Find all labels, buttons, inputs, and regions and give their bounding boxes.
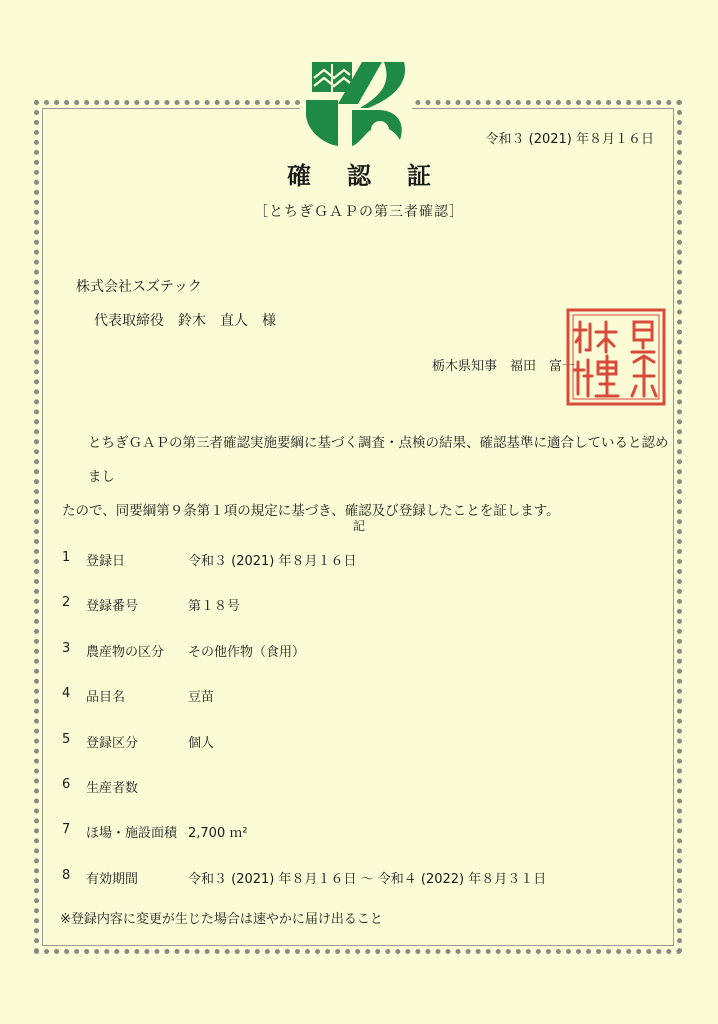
detail-value: 豆苗 (188, 690, 215, 706)
detail-row (62, 724, 662, 769)
detail-row (62, 860, 662, 905)
page-title: 確認証 (287, 162, 467, 190)
ki-label: 記 (352, 519, 365, 533)
detail-value: 第１８号 (188, 599, 241, 615)
detail-number: 1 (62, 550, 71, 565)
detail-row (62, 633, 662, 678)
detail-label: ほ場・施設面積 (86, 826, 178, 842)
detail-row (62, 814, 662, 859)
detail-label: 登録日 (86, 554, 126, 569)
official-seal (564, 306, 668, 408)
footnote: ※登録内容に変更が生じた場合は速やかに届け出ること (60, 912, 383, 927)
issue-date: 令和３ (2021) 年８月１６日 (485, 132, 654, 147)
detail-row (62, 769, 662, 814)
registration-details (62, 542, 662, 905)
detail-label: 農産物の区分 (86, 644, 165, 660)
subtitle: ［とちぎＧＡＰの第三者確認］ (254, 204, 464, 220)
detail-row (62, 678, 662, 723)
detail-value: 令和３ (2021) 年８月１６日 ～ 令和４ (2022) 年８月３１日 (188, 871, 547, 887)
recipient-representative: 代表取締役 鈴木 直人 様 (94, 313, 276, 329)
detail-number: 5 (62, 731, 71, 747)
detail-label: 有効期間 (86, 871, 139, 887)
detail-value: 令和３ (2021) 年８月１６日 (188, 554, 357, 569)
detail-label: 登録番号 (86, 599, 139, 615)
statement-line-2: たので、同要綱第９条第１項の規定に基づき、確認及び登録したことを証します。 (62, 503, 560, 519)
detail-label: 生産者数 (86, 780, 139, 796)
detail-number: 6 (62, 776, 71, 792)
detail-label: 登録区分 (86, 735, 139, 751)
certification-statement (62, 426, 670, 528)
detail-row (62, 587, 662, 632)
statement-line-1: とちぎＧＡＰの第三者確認実施要綱に基づく調査・点検の結果、確認基準に適合していると認めまし (88, 435, 669, 485)
detail-value: その他作物（食用） (188, 644, 306, 660)
detail-row (62, 542, 662, 587)
detail-number: 8 (62, 867, 71, 883)
recipient-company: 株式会社スズテック (76, 279, 202, 295)
tochigi-logo (300, 56, 412, 148)
detail-number: 3 (62, 640, 71, 656)
issuer-name: 栃木県知事 福田 富一 (432, 359, 576, 374)
detail-number: 7 (62, 822, 71, 838)
detail-number: 4 (62, 686, 71, 702)
detail-value: 個人 (188, 735, 215, 751)
detail-value: 2,700 ｍ² (188, 826, 248, 842)
detail-label: 品目名 (86, 690, 126, 706)
detail-number: 2 (62, 595, 71, 611)
